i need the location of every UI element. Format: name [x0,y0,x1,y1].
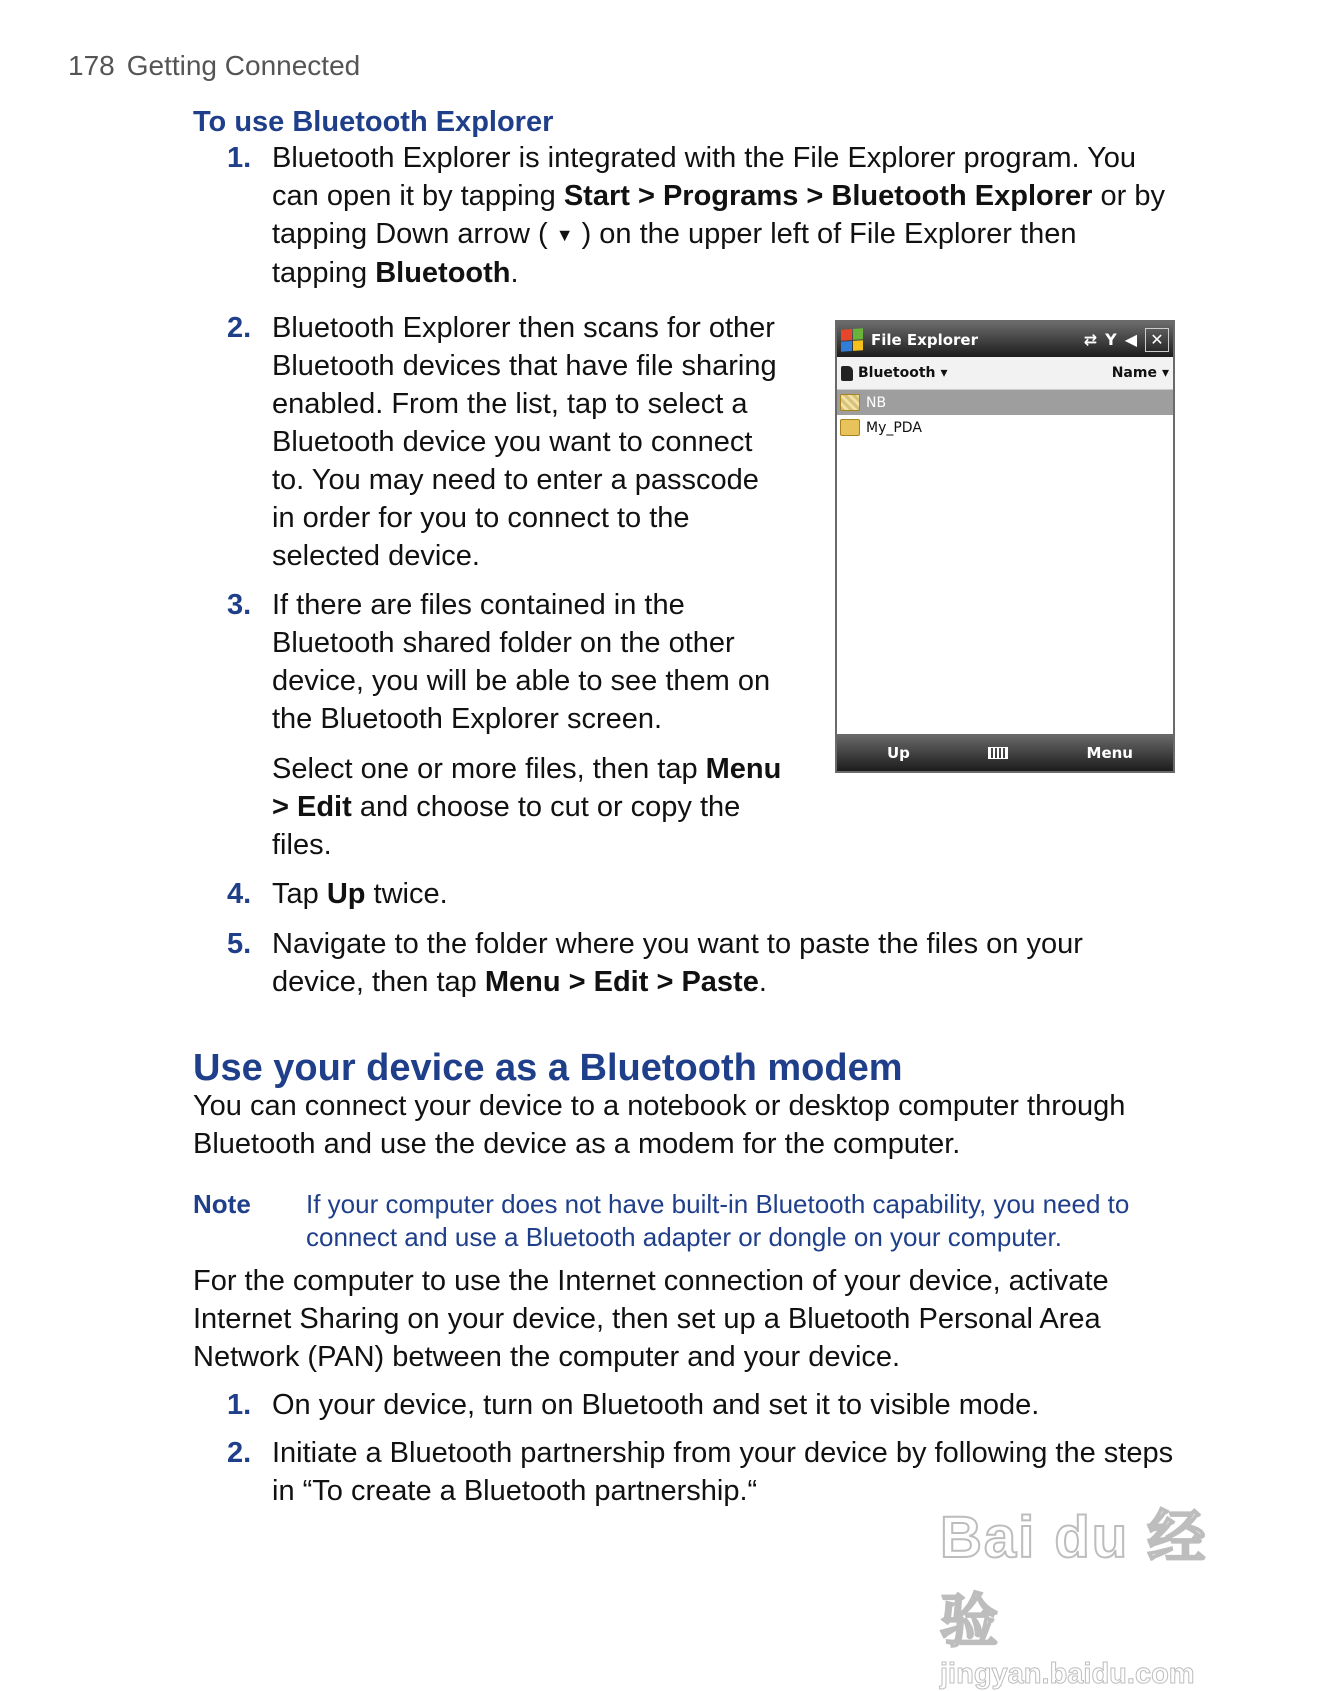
menu-softkey[interactable]: Menu [1086,743,1133,762]
step-text: Tap Up twice. [272,878,448,910]
device-screenshot [835,320,1175,773]
section-title: Use your device as a Bluetooth modem [193,1047,903,1089]
page-number: 178 [68,50,115,81]
note-label: Note [193,1189,251,1219]
watermark-url: jingyan.baidu.com [940,1658,1195,1690]
step-number: 3. [227,589,252,621]
step-text: On your device, turn on Bluetooth and set it to visible mode. [272,1389,1040,1421]
close-icon[interactable]: ✕ [1145,328,1169,352]
signal-icon[interactable]: Y [1105,330,1117,349]
list-item[interactable]: My_PDA [837,415,1173,440]
step-number: 2. [227,1437,252,1469]
intro-paragraph: You can connect your device to a notebook or desktop computer through Bluetooth and use the device as a modem for the computer. [193,1090,1126,1160]
shared-folder-icon [840,394,860,411]
step-text: Bluetooth Explorer then scans for other Bluetooth devices that have file sharing enabled. From the list, tap to select a Bluetooth device you want to connect to. You may need to enter a passcode in order for you to connect to the selected device. [272,312,777,572]
step-number: 1. [227,142,252,174]
watermark [940,1490,1240,1690]
page-header [68,50,360,82]
paragraph: For the computer to use the Internet connection of your device, activate Internet Sharing on your device, then set up a Bluetooth Personal Area Network (PAN) between the computer and your device. [193,1265,1109,1373]
step-text: Initiate a Bluetooth partnership from your device by following the steps in “To create a Bluetooth partnership.“ [272,1437,1174,1507]
sort-dropdown[interactable]: Name ▾ [1111,365,1169,381]
windows-start-icon[interactable] [841,328,863,352]
softkey-bar [837,734,1173,771]
storage-card-icon [841,366,853,381]
chapter-title: Getting Connected [126,50,361,81]
list-item [227,309,787,575]
device-toolbar [837,357,1173,390]
list-item [227,586,787,864]
keyboard-icon[interactable] [988,747,1008,759]
device-app-title: File Explorer [871,330,978,349]
note [193,1188,1203,1254]
step-number: 4. [227,878,252,910]
step-text: Navigate to the folder where you want to paste the files on your device, then tap Menu > Edit > Paste. [272,928,1083,998]
file-list [837,390,1173,708]
connectivity-icon[interactable]: ⇄ [1083,330,1098,349]
chevron-down-icon: ▾ [940,365,948,381]
volume-icon[interactable]: ◀ [1124,330,1137,349]
location-dropdown[interactable]: Bluetooth ▾ [841,365,948,381]
step-number: 2. [227,312,252,344]
list-item [227,139,1177,292]
list-item [227,1386,1177,1424]
subsection-title: To use Bluetooth Explorer [193,106,554,138]
step-text: Bluetooth Explorer is integrated with the File Explorer program. You can open it by tapping Start > Programs > Bluetooth Explorer or by tapping Down arrow ( ▼ ) on the upper left of File Explorer then tapping Bluetooth. [272,142,1165,289]
note-text: If your computer does not have built-in Bluetooth capability, you need to connect and use a Bluetooth adapter or dongle on your computer. [306,1189,1130,1252]
step-number: 1. [227,1389,252,1421]
folder-icon [840,419,860,436]
step-number: 5. [227,928,252,960]
device-title-bar [837,322,1173,357]
watermark-logo: Bai du 经验 [940,1505,1208,1654]
list-item [227,875,1177,913]
chevron-down-icon: ▾ [1161,365,1169,381]
up-softkey[interactable]: Up [887,743,910,762]
step-subtext: Select one or more files, then tap Menu > Edit and choose to cut or copy the files. [272,753,782,861]
step-text: If there are files contained in the Bluetooth shared folder on the other device, you will be able to see them on the Bluetooth Explorer screen. [272,589,771,735]
list-item[interactable]: NB [837,390,1173,415]
down-arrow-icon: ▼ [555,225,574,245]
list-item [227,925,1177,1001]
